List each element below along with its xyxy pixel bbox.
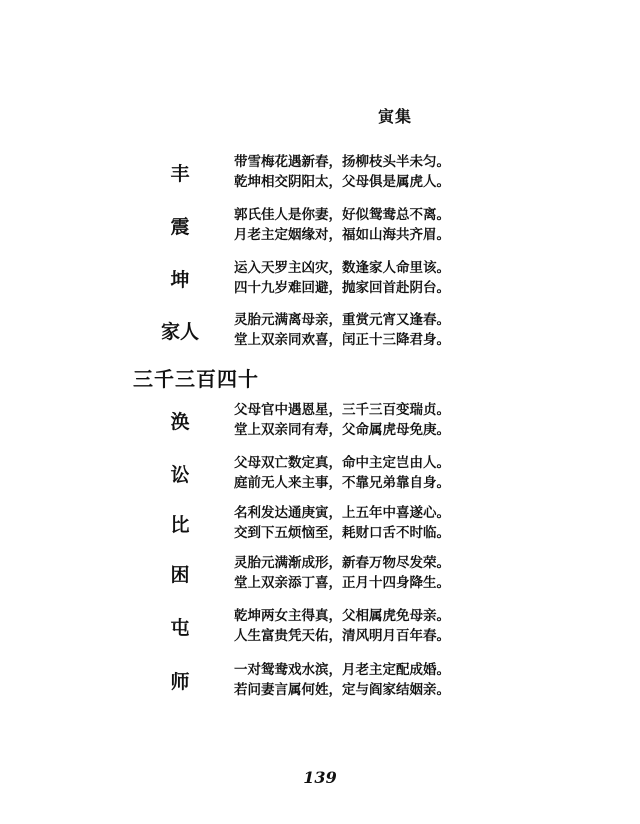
verse-line-1: 郭氏佳人是你妻，好似鸳鸯总不离。 — [234, 207, 450, 223]
entry-3 — [0, 258, 640, 298]
verse — [234, 205, 450, 245]
page-header-title: 寅集 — [377, 107, 412, 126]
verse-line-1: 灵胎元满离母亲，重赏元宵又逢春。 — [234, 312, 450, 328]
verse-line-2: 交到下五烦恼至，耗财口舌不时临。 — [234, 525, 450, 541]
entry-6 — [0, 453, 640, 493]
hexagram-name: 师 — [170, 670, 190, 693]
entry-7 — [0, 503, 640, 543]
verse-line-2: 庭前无人来主事，不靠兄弟靠自身。 — [234, 475, 450, 491]
entry-10 — [0, 660, 640, 700]
section-title: 三千三百四十 — [133, 367, 259, 391]
verse-line-1: 乾坤两女主得真，父相属虎免母亲。 — [234, 608, 450, 624]
entry-5 — [0, 400, 640, 440]
hexagram-name: 比 — [170, 513, 190, 536]
verse-line-2: 四十九岁难回避，抛家回首赴阴台。 — [234, 280, 450, 296]
verse-line-1: 灵胎元满渐成形，新春万物尽发荣。 — [234, 555, 450, 571]
verse — [234, 310, 450, 350]
verse-line-1: 运入天罗主凶灾，数逢家人命里该。 — [234, 260, 450, 276]
hexagram-name: 困 — [170, 563, 190, 586]
verse-line-1: 带雪梅花遇新春，扬柳枝头半未匀。 — [234, 154, 450, 170]
verse-line-2: 堂上双亲同欢喜，闰正十三降君身。 — [234, 332, 450, 348]
verse — [234, 660, 450, 700]
hexagram-name: 讼 — [170, 463, 190, 486]
verse-line-2: 乾坤相交阴阳太，父母俱是属虎人。 — [234, 174, 450, 190]
verse — [234, 606, 450, 646]
verse — [234, 152, 450, 192]
entry-8 — [0, 553, 640, 593]
verse-line-2: 堂上双亲同有寿，父命属虎母免庚。 — [234, 422, 450, 438]
verse — [234, 503, 450, 543]
verse-line-1: 父母双亡数定真，命中主定岂由人。 — [234, 455, 450, 471]
hexagram-name: 震 — [170, 215, 190, 238]
verse-line-2: 若问妻言属何姓，定与阎家结姻亲。 — [234, 682, 450, 698]
verse — [234, 553, 450, 593]
verse — [234, 453, 450, 493]
verse-line-2: 堂上双亲添丁喜，正月十四身降生。 — [234, 575, 450, 591]
verse — [234, 258, 450, 298]
hexagram-name: 家人 — [160, 320, 199, 343]
verse-line-1: 父母官中遇恩星，三千三百变瑞贞。 — [234, 402, 450, 418]
hexagram-name: 坤 — [170, 268, 190, 291]
entry-4 — [0, 310, 640, 350]
verse-line-1: 一对鸳鸯戏水滨，月老主定配成婚。 — [234, 662, 450, 678]
verse-line-2: 人生富贵凭天佑，清风明月百年春。 — [234, 628, 450, 644]
entry-9 — [0, 606, 640, 646]
hexagram-name: 涣 — [170, 410, 190, 433]
verse — [234, 400, 450, 440]
hexagram-name: 屯 — [170, 616, 190, 639]
hexagram-name: 丰 — [170, 162, 190, 185]
page-number: 139 — [303, 768, 337, 787]
entry-2 — [0, 205, 640, 245]
verse-line-2: 月老主定姻缘对，福如山海共齐眉。 — [234, 227, 450, 243]
verse-line-1: 名利发达通庚寅，上五年中喜遂心。 — [234, 505, 450, 521]
entry-1 — [0, 152, 640, 192]
